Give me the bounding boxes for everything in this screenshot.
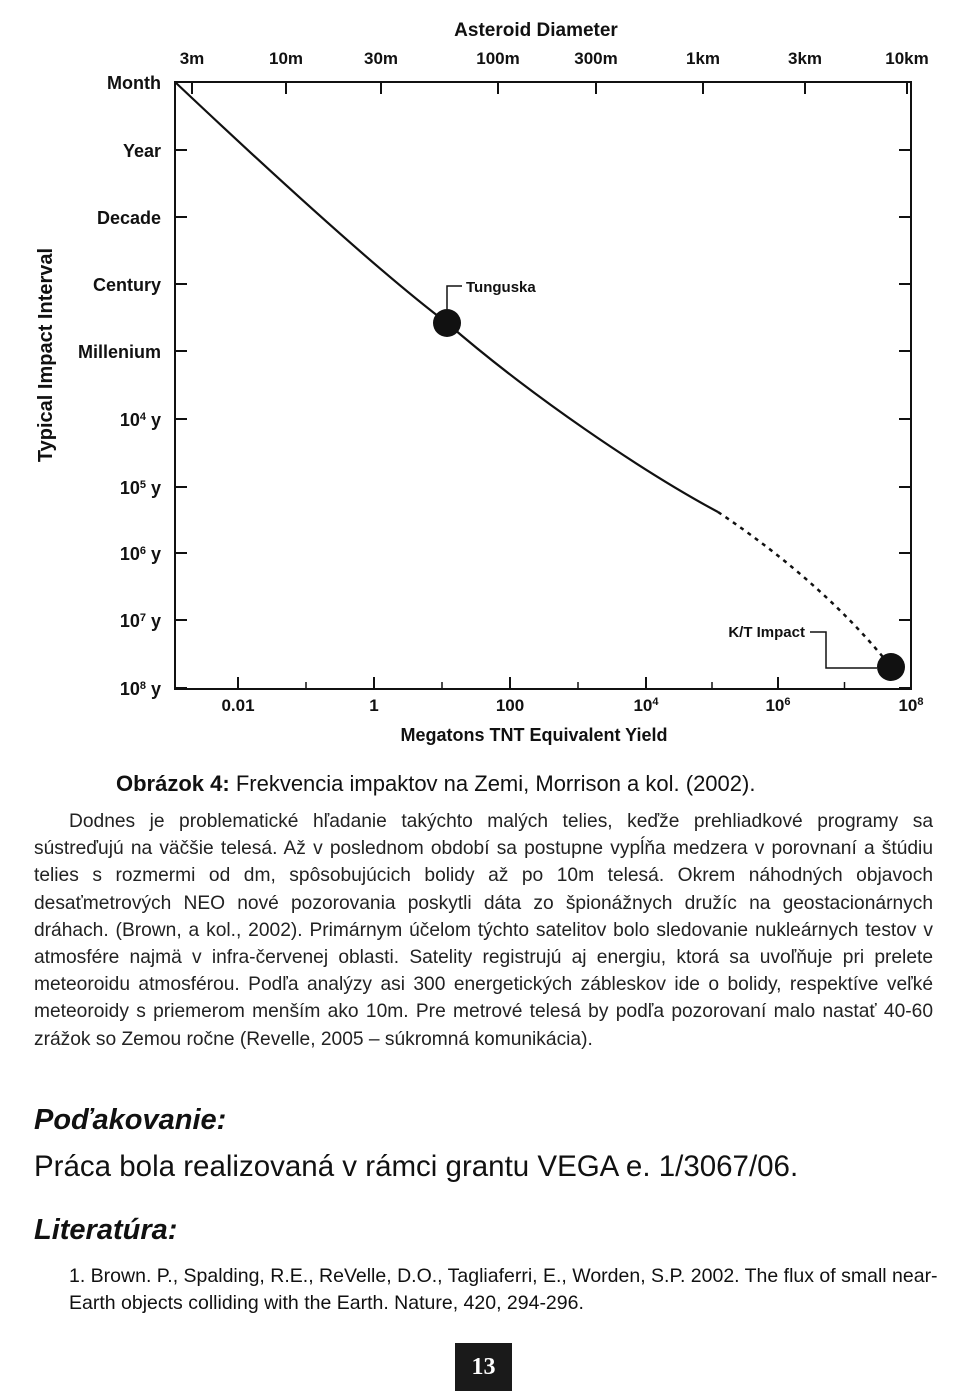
top-tick-label: 3m (179, 49, 205, 68)
reference-item: 1. Brown. P., Spalding, R.E., ReVelle, D.O., Tagliaferri, E., Worden, S.P. 2002. The flux of small near-Earth objects colliding with the Earth. Nature, 420, 294-296. (69, 1265, 938, 1314)
x-tick-label: 1 (369, 696, 379, 715)
y-axis-title: Typical Impact Interval (35, 247, 57, 463)
y-tick-label: $10^6$ y (119, 544, 161, 564)
y-tick-label: $10^8$ y (119, 679, 161, 699)
y-tick-label: Year (122, 141, 161, 161)
top-tick-label: 10m (268, 49, 304, 68)
caption-text: Frekvencia impaktov na Zemi, Morrison a kol. (2002). (229, 771, 756, 796)
acknowledgement-heading: Poďakovanie: (34, 1104, 227, 1136)
x-axis-title: Megatons TNT Equivalent Yield (400, 725, 668, 745)
top-tick-label: 3km (787, 49, 823, 68)
y-tick-label: Millenium (77, 342, 161, 362)
top-tick-label: 1km (685, 49, 721, 68)
acknowledgement-text: Práca bola realizovaná v rámci grantu VEGA e. 1/3067/06. (34, 1150, 799, 1183)
y-tick-label: Month (107, 73, 161, 93)
kt-leader-line (810, 632, 877, 668)
top-tick-label: 10km (885, 49, 929, 68)
x-tick-label: $10^6$ (765, 696, 791, 715)
y-tick-label: Century (92, 275, 161, 295)
tunguska-marker (433, 309, 461, 337)
y-tick-label: $10^5$ y (119, 478, 161, 498)
tunguska-label: Tunguska (466, 279, 536, 296)
y-tick-label: Decade (96, 208, 161, 228)
body-paragraph: Dodnes je problematické hľadanie takýchto malých telies, keďže prehliadkové programy sa sústreďujú na väčšie telesá. Až v poslednom období sa postupne vypĺňa medzera v porovnaní a štúdiu telies s rozmermi od dm, spôsobujúcich bolidy až po 10m telesá. Okrem náhodných objavoch desaťmetrových NEO nové pozorovania poskytli dáta zo špionážnych družíc na geostacionárnych dráhach. (Brown, a kol., 2002). Primárnym účelom týchto satelitov bolo sledovanie nukleárnych testov v atmosfére najmä v infra-červenej oblasti. Satelity registrujú aj energiu, ktorá sa uvoľňuje pri prelete meteoroidu atmosférou. Podľa analýzy asi 300 energetických zábleskov ide o bolidy, respektíve veľké meteoroidy s priemerom menším ako 10m. Pre metrové telesá by podľa pozorovaní malo nastať 40-60 zrážok so Zemou ročne (Revelle, 2005 – súkromná komunikácia). (34, 811, 933, 1050)
x-tick-label: $10^4$ (633, 696, 659, 715)
literature-heading: Literatúra: (34, 1214, 178, 1246)
y-tick-label: $10^4$ y (119, 410, 161, 430)
caption-label: Obrázok 4: (116, 771, 230, 796)
x-tick-label: 0.01 (221, 696, 255, 715)
kt-impact-marker (877, 653, 905, 681)
x-tick-label: $10^8$ (898, 696, 924, 715)
top-tick-label: 300m (574, 49, 618, 68)
x-tick-label: 100 (495, 696, 525, 715)
kt-impact-label: K/T Impact (728, 624, 805, 641)
figure-caption (116, 771, 755, 797)
y-tick-label: $10^7$ y (119, 611, 161, 631)
top-tick-label: 100m (476, 49, 520, 68)
plot-frame (175, 82, 911, 689)
series-line-dotted (718, 512, 891, 667)
top-tick-label: 30m (363, 49, 399, 68)
tunguska-leader-line (447, 286, 462, 309)
top-axis-title: Asteroid Diameter (454, 20, 618, 41)
page-number: 13 (455, 1343, 512, 1391)
